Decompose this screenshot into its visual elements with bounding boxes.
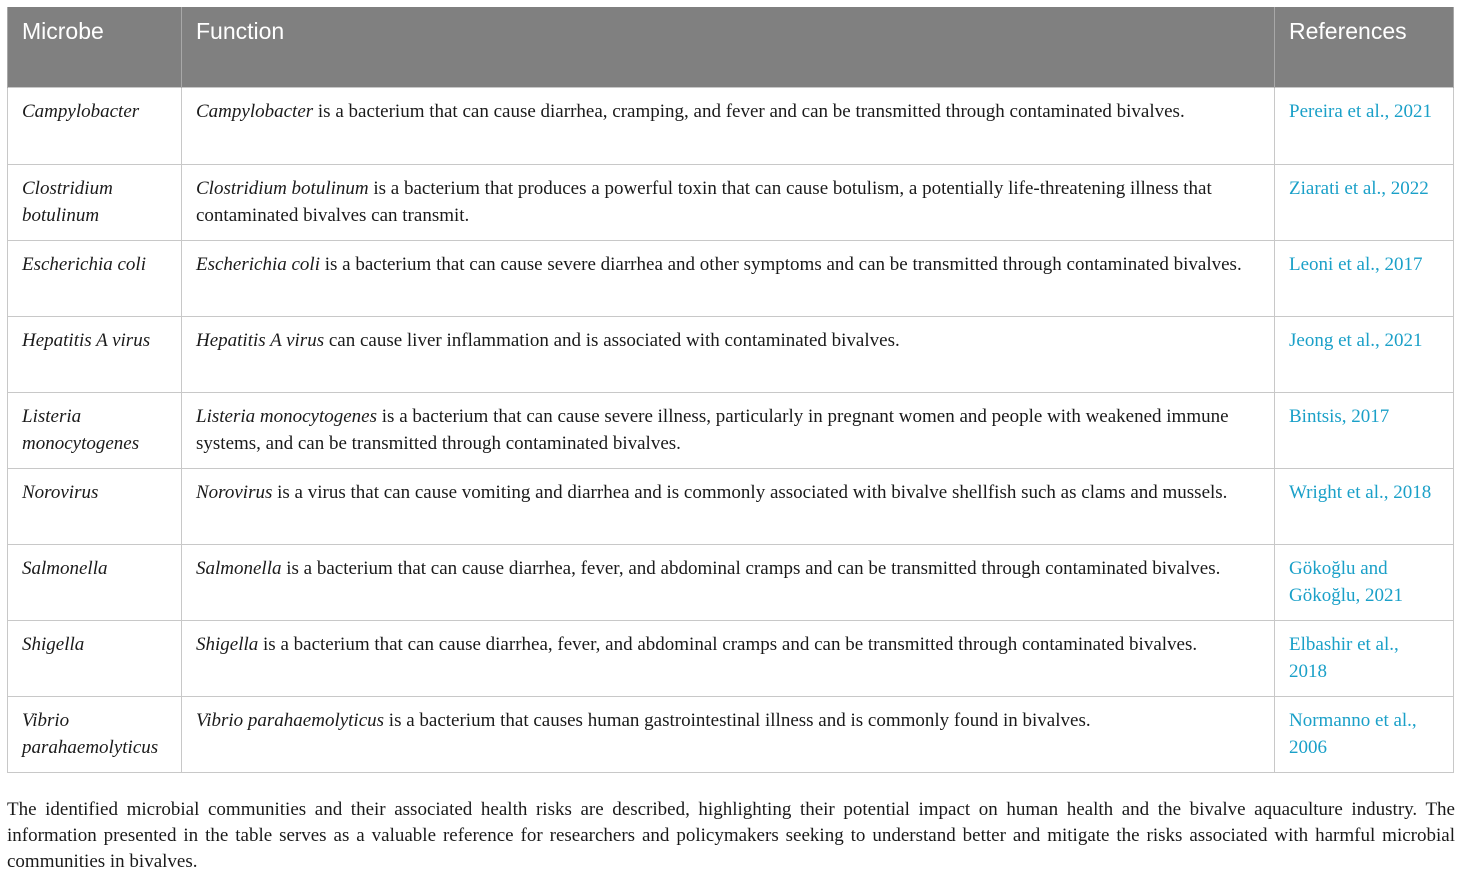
function-organism-name: Listeria monocytogenes: [196, 405, 378, 427]
table-row: [8, 316, 1454, 392]
function-description: can cause liver inflammation and is associated with contaminated bivalves.: [324, 329, 900, 351]
table-row: [8, 164, 1454, 240]
table-row: [8, 696, 1454, 772]
table-body: [8, 87, 1454, 772]
table-row: [8, 620, 1454, 696]
function-description: is a bacterium that can cause severe diarrhea and other symptoms and can be transmitted through contaminated bivalves.: [320, 253, 1242, 275]
function-organism-name: Salmonella: [196, 557, 282, 579]
microbe-cell: Clostridium botulinum: [8, 164, 182, 240]
function-organism-name: Norovirus: [196, 481, 273, 503]
reference-link[interactable]: Pereira et al., 2021: [1275, 87, 1454, 164]
reference-link[interactable]: Normanno et al., 2006: [1275, 696, 1454, 772]
function-cell: [182, 87, 1275, 164]
function-organism-name: Campylobacter: [196, 100, 314, 122]
column-header-references: References: [1275, 7, 1454, 87]
microbe-cell: Hepatitis A virus: [8, 316, 182, 392]
table-row: [8, 392, 1454, 468]
function-organism-name: Vibrio parahaemolyticus: [196, 709, 385, 731]
reference-link[interactable]: Jeong et al., 2021: [1275, 316, 1454, 392]
function-description: is a bacterium that can cause diarrhea, fever, and abdominal cramps and can be transmitted through contaminated bivalves.: [281, 557, 1221, 579]
function-description: is a bacterium that can cause severe illness, particularly in pregnant women and people with weakened immune systems, and can be transmitted through contaminated bivalves.: [196, 405, 1229, 454]
microbe-cell: Escherichia coli: [8, 240, 182, 316]
microbe-table: [7, 7, 1454, 773]
microbe-cell: Vibrio parahaemolyticus: [8, 696, 182, 772]
function-cell: [182, 392, 1275, 468]
microbe-cell: Salmonella: [8, 544, 182, 620]
microbe-cell: Shigella: [8, 620, 182, 696]
reference-link[interactable]: Elbashir et al., 2018: [1275, 620, 1454, 696]
table-row: [8, 468, 1454, 544]
table-row: [8, 544, 1454, 620]
function-organism-name: Shigella: [196, 633, 259, 655]
function-cell: [182, 468, 1275, 544]
function-organism-name: Clostridium botulinum: [196, 177, 369, 199]
microbe-cell: Norovirus: [8, 468, 182, 544]
function-organism-name: Escherichia coli: [196, 253, 320, 275]
microbe-cell: Listeria monocytogenes: [8, 392, 182, 468]
table-container: [7, 7, 1453, 773]
function-description: is a bacterium that can cause diarrhea, fever, and abdominal cramps and can be transmitted through contaminated bivalves.: [258, 633, 1198, 655]
table-row: [8, 240, 1454, 316]
function-cell: [182, 696, 1275, 772]
function-cell: [182, 620, 1275, 696]
table-header-row: [8, 7, 1454, 87]
function-cell: [182, 240, 1275, 316]
function-description: is a bacterium that produces a powerful toxin that can cause botulism, a potentially life-threatening illness that contaminated bivalves can transmit.: [196, 177, 1212, 226]
function-description: is a virus that can cause vomiting and diarrhea and is commonly associated with bivalve shellfish such as clams and mussels.: [272, 481, 1228, 503]
reference-link[interactable]: Ziarati et al., 2022: [1275, 164, 1454, 240]
function-cell: [182, 164, 1275, 240]
function-cell: [182, 316, 1275, 392]
function-cell: [182, 544, 1275, 620]
table-caption: The identified microbial communities and their associated health risks are described, highlighting their potential impact on human health and the bivalve aquaculture industry. The information presented in the table serves as a valuable reference for researchers and policymakers seeking to understand better and mitigate the risks associated with harmful microbial communities in bivalves.: [7, 799, 1455, 872]
microbe-cell: Campylobacter: [8, 87, 182, 164]
column-header-microbe: Microbe: [8, 7, 182, 87]
function-organism-name: Hepatitis A virus: [196, 329, 325, 351]
reference-link[interactable]: Gökoğlu and Gökoğlu, 2021: [1275, 544, 1454, 620]
table-row: [8, 87, 1454, 164]
function-description: is a bacterium that can cause diarrhea, cramping, and fever and can be transmitted through contaminated bivalves.: [313, 100, 1185, 122]
reference-link[interactable]: Bintsis, 2017: [1275, 392, 1454, 468]
function-description: is a bacterium that causes human gastrointestinal illness and is commonly found in bivalves.: [384, 709, 1091, 731]
reference-link[interactable]: Leoni et al., 2017: [1275, 240, 1454, 316]
reference-link[interactable]: Wright et al., 2018: [1275, 468, 1454, 544]
column-header-function: Function: [182, 7, 1275, 87]
